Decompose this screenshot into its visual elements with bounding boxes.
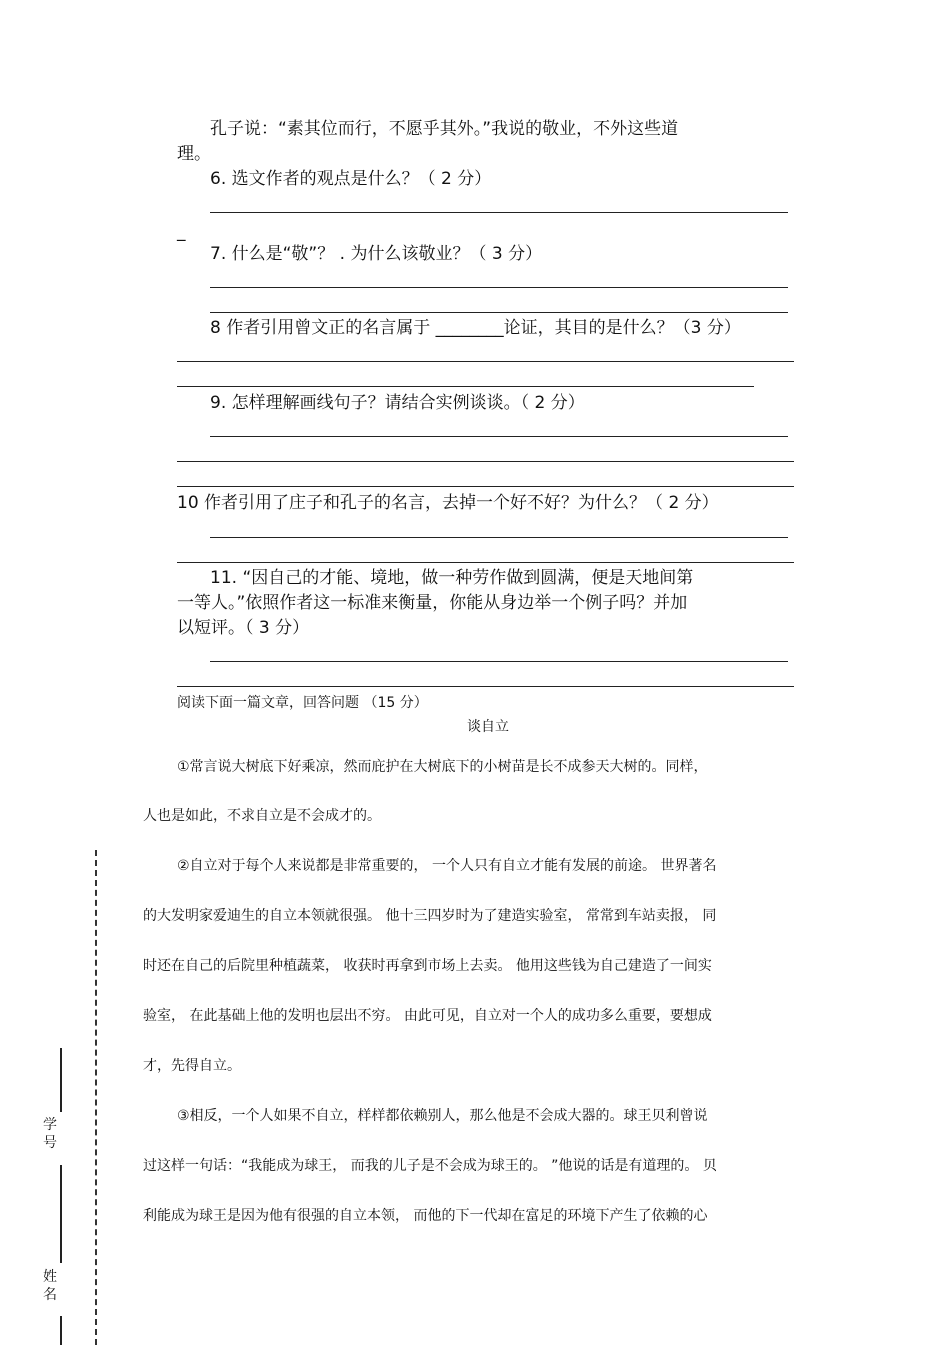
- question-6: 6. 选文作者的观点是什么？（ 2 分）: [210, 169, 492, 189]
- question-9: 9. 怎样理解画线句子？请结合实例谈谈。（ 2 分）: [210, 393, 585, 413]
- margin-line: [60, 1165, 62, 1263]
- passage-line: 时还在自己的后院里种植蔬菜， 收获时再拿到市场上去卖。 他用这些钱为自己建造了一间实: [143, 958, 712, 974]
- quote-line-2: 理。: [177, 144, 211, 164]
- passage-line: ③相反，一个人如果不自立，样样都依赖别人，那么他是不会成大器的。球王贝利曾说: [177, 1108, 708, 1124]
- passage-line: 利能成为球王是因为他有很强的自立本领， 而他的下一代却在富足的环境下产生了依赖的心: [143, 1208, 708, 1224]
- margin-line: [60, 1048, 62, 1112]
- binding-dashed-line: [95, 850, 97, 1345]
- question-11-line-3: 以短评。（ 3 分）: [177, 618, 310, 638]
- answer-line: [210, 661, 788, 662]
- question-11-line-2: 一等人。”依照作者这一标准来衡量，你能从身边举一个例子吗？并加: [177, 593, 688, 613]
- passage-line: 验室， 在此基础上他的发明也层出不穷。 由此可见，自立对一个人的成功多么重要，要想成: [143, 1008, 712, 1024]
- question-10: 10 作者引用了庄子和孔子的名言，去掉一个好不好？为什么？（ 2 分）: [177, 493, 719, 513]
- quote-line-1: 孔子说：“素其位而行，不愿乎其外。”我说的敬业，不外这些道: [210, 119, 679, 139]
- reading-instruction: 阅读下面一篇文章，回答问题 （15 分）: [177, 695, 428, 711]
- margin-line: [60, 1316, 62, 1345]
- answer-line: [177, 562, 794, 563]
- passage-line: 人也是如此，不求自立是不会成才的。: [143, 808, 381, 824]
- answer-line: [210, 212, 788, 213]
- answer-line: [177, 486, 794, 487]
- question-11-line-1: 11. “因自己的才能、境地，做一种劳作做到圆满，便是天地间第: [210, 568, 694, 588]
- answer-line: [210, 312, 788, 313]
- answer-line: [177, 386, 754, 387]
- passage-line: ①常言说大树底下好乘凉，然而庇护在大树底下的小树苗是长不成参天大树的。同样，: [177, 759, 708, 775]
- passage-title: 谈自立: [467, 719, 509, 735]
- passage-line: 过这样一句话：“我能成为球王， 而我的儿子是不会成为球王的。 ”他说的话是有道理的。 贝: [143, 1158, 717, 1174]
- passage-line: 才，先得自立。: [143, 1058, 241, 1074]
- passage-line: 的大发明家爱迪生的自立本领就很强。 他十三四岁时为了建造实验室， 常常到车站卖报， 同: [143, 908, 717, 924]
- stray-underscore: _: [177, 222, 186, 242]
- passage-line: ②自立对于每个人来说都是非常重要的， 一个人只有自立才能有发展的前途。 世界著名: [177, 858, 717, 874]
- answer-line: [177, 686, 794, 687]
- answer-line: [210, 436, 788, 437]
- question-8: 8 作者引用曾文正的名言属于 ________论证，其目的是什么？（3 分）: [210, 318, 741, 338]
- student-id-label: 学号: [43, 1117, 57, 1151]
- answer-line: [210, 287, 788, 288]
- answer-line: [210, 537, 788, 538]
- answer-line: [177, 461, 794, 462]
- name-label: 姓名: [43, 1269, 57, 1303]
- answer-line: [177, 361, 794, 362]
- question-7: 7. 什么是“敬”？ . 为什么该敬业？（ 3 分）: [210, 244, 543, 264]
